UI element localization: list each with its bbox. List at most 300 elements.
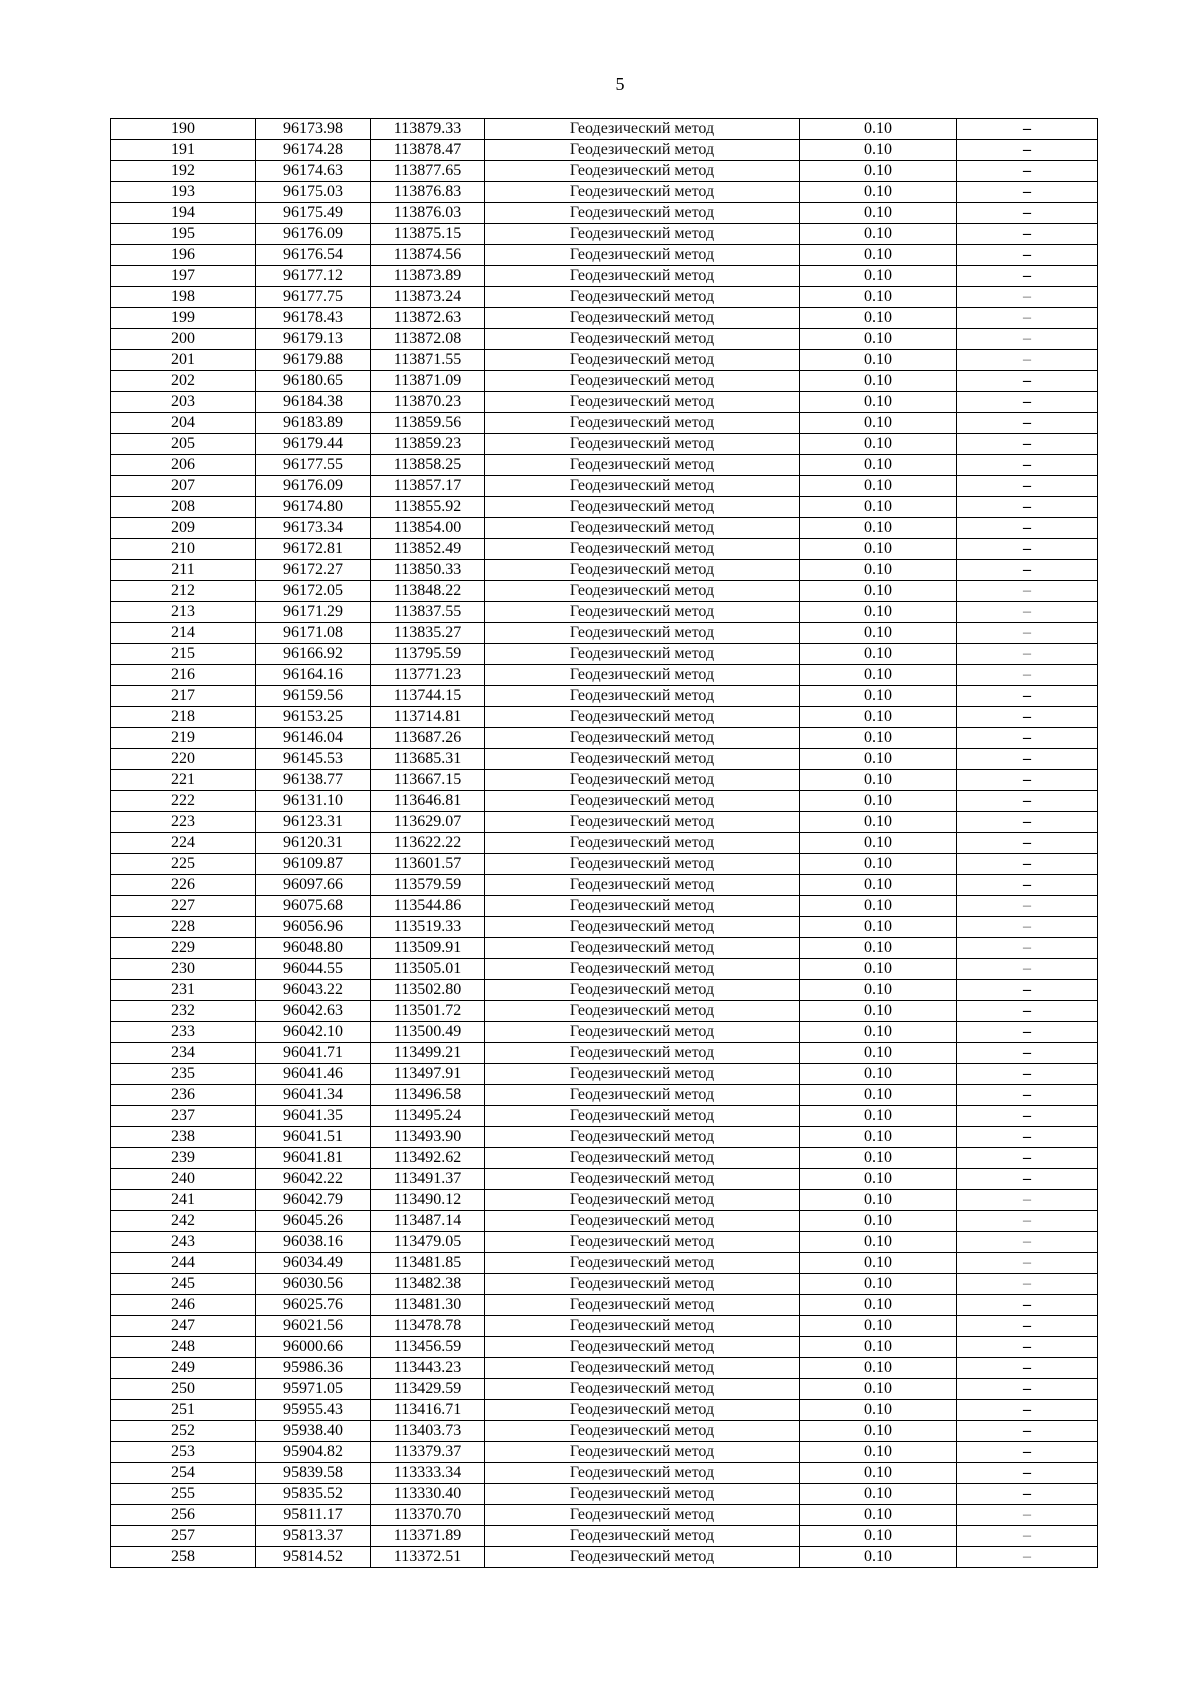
x-coordinate-cell: 96180.65 [256,371,371,392]
method-cell: Геодезический метод [485,707,800,728]
table-row [111,812,1098,833]
accuracy-cell: 0.10 [800,308,957,329]
method-cell: Геодезический метод [485,833,800,854]
method-cell: Геодезический метод [485,1001,800,1022]
accuracy-cell: 0.10 [800,833,957,854]
accuracy-cell: 0.10 [800,1442,957,1463]
point-number-cell: 252 [111,1421,256,1442]
table-row [111,1547,1098,1568]
point-number-cell: 225 [111,854,256,875]
y-coordinate-cell: 113835.27 [371,623,485,644]
method-cell: Геодезический метод [485,1442,800,1463]
description-cell: – [957,308,1098,329]
accuracy-cell: 0.10 [800,182,957,203]
y-coordinate-cell: 113495.24 [371,1106,485,1127]
method-cell: Геодезический метод [485,1085,800,1106]
x-coordinate-cell: 96041.51 [256,1127,371,1148]
description-cell: – [957,119,1098,140]
description-cell: – [957,1274,1098,1295]
method-cell: Геодезический метод [485,875,800,896]
x-coordinate-cell: 96159.56 [256,686,371,707]
method-cell: Геодезический метод [485,329,800,350]
method-cell: Геодезический метод [485,665,800,686]
table-row [111,266,1098,287]
accuracy-cell: 0.10 [800,749,957,770]
description-cell: – [957,497,1098,518]
accuracy-cell: 0.10 [800,854,957,875]
method-cell: Геодезический метод [485,413,800,434]
x-coordinate-cell: 96041.71 [256,1043,371,1064]
description-cell: – [957,560,1098,581]
table-row [111,1232,1098,1253]
point-number-cell: 248 [111,1337,256,1358]
method-cell: Геодезический метод [485,728,800,749]
x-coordinate-cell: 96123.31 [256,812,371,833]
x-coordinate-cell: 96176.09 [256,224,371,245]
accuracy-cell: 0.10 [800,644,957,665]
method-cell: Геодезический метод [485,1148,800,1169]
accuracy-cell: 0.10 [800,623,957,644]
table-row [111,707,1098,728]
table-row [111,1442,1098,1463]
method-cell: Геодезический метод [485,476,800,497]
y-coordinate-cell: 113876.83 [371,182,485,203]
point-number-cell: 199 [111,308,256,329]
x-coordinate-cell: 96000.66 [256,1337,371,1358]
point-number-cell: 210 [111,539,256,560]
x-coordinate-cell: 96042.63 [256,1001,371,1022]
accuracy-cell: 0.10 [800,1337,957,1358]
table-row [111,1022,1098,1043]
x-coordinate-cell: 96177.12 [256,266,371,287]
accuracy-cell: 0.10 [800,476,957,497]
method-cell: Геодезический метод [485,266,800,287]
description-cell: – [957,1442,1098,1463]
y-coordinate-cell: 113544.86 [371,896,485,917]
method-cell: Геодезический метод [485,1064,800,1085]
table-row [111,1337,1098,1358]
accuracy-cell: 0.10 [800,1253,957,1274]
method-cell: Геодезический метод [485,1337,800,1358]
x-coordinate-cell: 96171.08 [256,623,371,644]
point-number-cell: 235 [111,1064,256,1085]
description-cell: – [957,1358,1098,1379]
point-number-cell: 233 [111,1022,256,1043]
point-number-cell: 221 [111,770,256,791]
point-number-cell: 193 [111,182,256,203]
method-cell: Геодезический метод [485,980,800,1001]
accuracy-cell: 0.10 [800,875,957,896]
description-cell: – [957,1253,1098,1274]
method-cell: Геодезический метод [485,245,800,266]
accuracy-cell: 0.10 [800,1232,957,1253]
x-coordinate-cell: 95904.82 [256,1442,371,1463]
method-cell: Геодезический метод [485,812,800,833]
method-cell: Геодезический метод [485,1043,800,1064]
description-cell: – [957,1421,1098,1442]
y-coordinate-cell: 113497.91 [371,1064,485,1085]
y-coordinate-cell: 113848.22 [371,581,485,602]
accuracy-cell: 0.10 [800,560,957,581]
table-row [111,917,1098,938]
point-number-cell: 237 [111,1106,256,1127]
description-cell: – [957,581,1098,602]
accuracy-cell: 0.10 [800,497,957,518]
description-cell: – [957,1043,1098,1064]
description-cell: – [957,1316,1098,1337]
description-cell: – [957,434,1098,455]
table-row [111,959,1098,980]
x-coordinate-cell: 96173.98 [256,119,371,140]
table-row [111,182,1098,203]
y-coordinate-cell: 113330.40 [371,1484,485,1505]
x-coordinate-cell: 96042.10 [256,1022,371,1043]
accuracy-cell: 0.10 [800,980,957,1001]
description-cell: – [957,1295,1098,1316]
x-coordinate-cell: 96164.16 [256,665,371,686]
table-row [111,413,1098,434]
x-coordinate-cell: 96166.92 [256,644,371,665]
x-coordinate-cell: 95811.17 [256,1505,371,1526]
table-row [111,245,1098,266]
accuracy-cell: 0.10 [800,434,957,455]
table-row [111,896,1098,917]
y-coordinate-cell: 113379.37 [371,1442,485,1463]
x-coordinate-cell: 96174.80 [256,497,371,518]
x-coordinate-cell: 96075.68 [256,896,371,917]
accuracy-cell: 0.10 [800,1463,957,1484]
description-cell: – [957,959,1098,980]
accuracy-cell: 0.10 [800,287,957,308]
x-coordinate-cell: 96048.80 [256,938,371,959]
accuracy-cell: 0.10 [800,938,957,959]
method-cell: Геодезический метод [485,791,800,812]
method-cell: Геодезический метод [485,644,800,665]
description-cell: – [957,665,1098,686]
table-row [111,119,1098,140]
description-cell: – [957,1064,1098,1085]
description-cell: – [957,518,1098,539]
accuracy-cell: 0.10 [800,140,957,161]
table-row [111,1085,1098,1106]
point-number-cell: 239 [111,1148,256,1169]
method-cell: Геодезический метод [485,539,800,560]
point-number-cell: 204 [111,413,256,434]
x-coordinate-cell: 96025.76 [256,1295,371,1316]
method-cell: Геодезический метод [485,308,800,329]
method-cell: Геодезический метод [485,1547,800,1568]
x-coordinate-cell: 95813.37 [256,1526,371,1547]
point-number-cell: 192 [111,161,256,182]
page-number: 5 [615,74,625,94]
description-cell: – [957,623,1098,644]
y-coordinate-cell: 113876.03 [371,203,485,224]
point-number-cell: 255 [111,1484,256,1505]
table-row [111,1127,1098,1148]
y-coordinate-cell: 113877.65 [371,161,485,182]
accuracy-cell: 0.10 [800,1127,957,1148]
table-row [111,518,1098,539]
table-row [111,329,1098,350]
y-coordinate-cell: 113490.12 [371,1190,485,1211]
description-cell: – [957,980,1098,1001]
point-number-cell: 219 [111,728,256,749]
table-row [111,1001,1098,1022]
description-cell: – [957,392,1098,413]
point-number-cell: 205 [111,434,256,455]
description-cell: – [957,266,1098,287]
y-coordinate-cell: 113629.07 [371,812,485,833]
accuracy-cell: 0.10 [800,350,957,371]
description-cell: – [957,686,1098,707]
point-number-cell: 229 [111,938,256,959]
x-coordinate-cell: 96172.05 [256,581,371,602]
description-cell: – [957,1526,1098,1547]
table-row [111,308,1098,329]
table-row [111,161,1098,182]
description-cell: – [957,1379,1098,1400]
accuracy-cell: 0.10 [800,119,957,140]
x-coordinate-cell: 96176.09 [256,476,371,497]
point-number-cell: 213 [111,602,256,623]
method-cell: Геодезический метод [485,854,800,875]
description-cell: – [957,371,1098,392]
point-number-cell: 230 [111,959,256,980]
accuracy-cell: 0.10 [800,1295,957,1316]
description-cell: – [957,1169,1098,1190]
x-coordinate-cell: 96171.29 [256,602,371,623]
table-row [111,1190,1098,1211]
method-cell: Геодезический метод [485,161,800,182]
method-cell: Геодезический метод [485,140,800,161]
method-cell: Геодезический метод [485,1211,800,1232]
x-coordinate-cell: 96041.34 [256,1085,371,1106]
method-cell: Геодезический метод [485,203,800,224]
description-cell: – [957,938,1098,959]
method-cell: Геодезический метод [485,1253,800,1274]
description-cell: – [957,728,1098,749]
description-cell: – [957,644,1098,665]
table-row [111,350,1098,371]
accuracy-cell: 0.10 [800,581,957,602]
accuracy-cell: 0.10 [800,728,957,749]
x-coordinate-cell: 95971.05 [256,1379,371,1400]
y-coordinate-cell: 113500.49 [371,1022,485,1043]
method-cell: Геодезический метод [485,434,800,455]
point-number-cell: 253 [111,1442,256,1463]
y-coordinate-cell: 113871.55 [371,350,485,371]
table-row [111,497,1098,518]
method-cell: Геодезический метод [485,1463,800,1484]
accuracy-cell: 0.10 [800,1085,957,1106]
description-cell: – [957,917,1098,938]
y-coordinate-cell: 113871.09 [371,371,485,392]
accuracy-cell: 0.10 [800,245,957,266]
y-coordinate-cell: 113878.47 [371,140,485,161]
point-number-cell: 223 [111,812,256,833]
x-coordinate-cell: 96038.16 [256,1232,371,1253]
method-cell: Геодезический метод [485,686,800,707]
y-coordinate-cell: 113872.08 [371,329,485,350]
y-coordinate-cell: 113744.15 [371,686,485,707]
point-number-cell: 249 [111,1358,256,1379]
description-cell: – [957,602,1098,623]
accuracy-cell: 0.10 [800,392,957,413]
description-cell: – [957,1463,1098,1484]
x-coordinate-cell: 96042.22 [256,1169,371,1190]
x-coordinate-cell: 96045.26 [256,1211,371,1232]
y-coordinate-cell: 113667.15 [371,770,485,791]
table-row [111,749,1098,770]
accuracy-cell: 0.10 [800,812,957,833]
method-cell: Геодезический метод [485,1022,800,1043]
point-number-cell: 203 [111,392,256,413]
table-row [111,560,1098,581]
description-cell: – [957,1001,1098,1022]
y-coordinate-cell: 113429.59 [371,1379,485,1400]
accuracy-cell: 0.10 [800,791,957,812]
x-coordinate-cell: 96177.55 [256,455,371,476]
method-cell: Геодезический метод [485,392,800,413]
description-cell: – [957,413,1098,434]
y-coordinate-cell: 113870.23 [371,392,485,413]
y-coordinate-cell: 113858.25 [371,455,485,476]
accuracy-cell: 0.10 [800,1190,957,1211]
accuracy-cell: 0.10 [800,1526,957,1547]
method-cell: Геодезический метод [485,497,800,518]
x-coordinate-cell: 96021.56 [256,1316,371,1337]
point-number-cell: 195 [111,224,256,245]
description-cell: – [957,1484,1098,1505]
y-coordinate-cell: 113879.33 [371,119,485,140]
description-cell: – [957,287,1098,308]
method-cell: Геодезический метод [485,1505,800,1526]
point-number-cell: 244 [111,1253,256,1274]
method-cell: Геодезический метод [485,350,800,371]
accuracy-cell: 0.10 [800,203,957,224]
y-coordinate-cell: 113509.91 [371,938,485,959]
description-cell: – [957,455,1098,476]
table-row [111,1106,1098,1127]
accuracy-cell: 0.10 [800,1148,957,1169]
table-row [111,1484,1098,1505]
description-cell: – [957,833,1098,854]
description-cell: – [957,1337,1098,1358]
point-number-cell: 236 [111,1085,256,1106]
coordinates-table-body [111,119,1098,1568]
description-cell: – [957,1211,1098,1232]
point-number-cell: 228 [111,917,256,938]
description-cell: – [957,161,1098,182]
method-cell: Геодезический метод [485,896,800,917]
x-coordinate-cell: 96179.13 [256,329,371,350]
table-row [111,1253,1098,1274]
table-row [111,476,1098,497]
point-number-cell: 242 [111,1211,256,1232]
table-row [111,1358,1098,1379]
table-row [111,203,1098,224]
description-cell: – [957,1547,1098,1568]
point-number-cell: 254 [111,1463,256,1484]
method-cell: Геодезический метод [485,623,800,644]
y-coordinate-cell: 113502.80 [371,980,485,1001]
point-number-cell: 218 [111,707,256,728]
accuracy-cell: 0.10 [800,1379,957,1400]
point-number-cell: 207 [111,476,256,497]
x-coordinate-cell: 96138.77 [256,770,371,791]
description-cell: – [957,245,1098,266]
table-row [111,602,1098,623]
x-coordinate-cell: 96179.88 [256,350,371,371]
method-cell: Геодезический метод [485,1127,800,1148]
method-cell: Геодезический метод [485,287,800,308]
table-row [111,1421,1098,1442]
table-row [111,224,1098,245]
point-number-cell: 258 [111,1547,256,1568]
y-coordinate-cell: 113371.89 [371,1526,485,1547]
x-coordinate-cell: 96043.22 [256,980,371,1001]
x-coordinate-cell: 95986.36 [256,1358,371,1379]
y-coordinate-cell: 113646.81 [371,791,485,812]
point-number-cell: 241 [111,1190,256,1211]
y-coordinate-cell: 113443.23 [371,1358,485,1379]
y-coordinate-cell: 113873.89 [371,266,485,287]
y-coordinate-cell: 113501.72 [371,1001,485,1022]
x-coordinate-cell: 96109.87 [256,854,371,875]
method-cell: Геодезический метод [485,1106,800,1127]
y-coordinate-cell: 113499.21 [371,1043,485,1064]
method-cell: Геодезический метод [485,1421,800,1442]
y-coordinate-cell: 113873.24 [371,287,485,308]
method-cell: Геодезический метод [485,770,800,791]
table-row [111,1400,1098,1421]
point-number-cell: 206 [111,455,256,476]
x-coordinate-cell: 96041.81 [256,1148,371,1169]
y-coordinate-cell: 113601.57 [371,854,485,875]
y-coordinate-cell: 113579.59 [371,875,485,896]
y-coordinate-cell: 113482.38 [371,1274,485,1295]
y-coordinate-cell: 113403.73 [371,1421,485,1442]
table-row [111,1211,1098,1232]
accuracy-cell: 0.10 [800,896,957,917]
method-cell: Геодезический метод [485,1169,800,1190]
description-cell: – [957,854,1098,875]
description-cell: – [957,224,1098,245]
accuracy-cell: 0.10 [800,413,957,434]
description-cell: – [957,1022,1098,1043]
point-number-cell: 256 [111,1505,256,1526]
x-coordinate-cell: 96153.25 [256,707,371,728]
description-cell: – [957,203,1098,224]
x-coordinate-cell: 96146.04 [256,728,371,749]
method-cell: Геодезический метод [485,182,800,203]
y-coordinate-cell: 113496.58 [371,1085,485,1106]
point-number-cell: 216 [111,665,256,686]
description-cell: – [957,1085,1098,1106]
accuracy-cell: 0.10 [800,1274,957,1295]
x-coordinate-cell: 96178.43 [256,308,371,329]
method-cell: Геодезический метод [485,1400,800,1421]
description-cell: – [957,1505,1098,1526]
table-row [111,1526,1098,1547]
x-coordinate-cell: 96174.28 [256,140,371,161]
table-row [111,455,1098,476]
table-row [111,665,1098,686]
point-number-cell: 217 [111,686,256,707]
table-row [111,1064,1098,1085]
method-cell: Геодезический метод [485,1358,800,1379]
point-number-cell: 202 [111,371,256,392]
